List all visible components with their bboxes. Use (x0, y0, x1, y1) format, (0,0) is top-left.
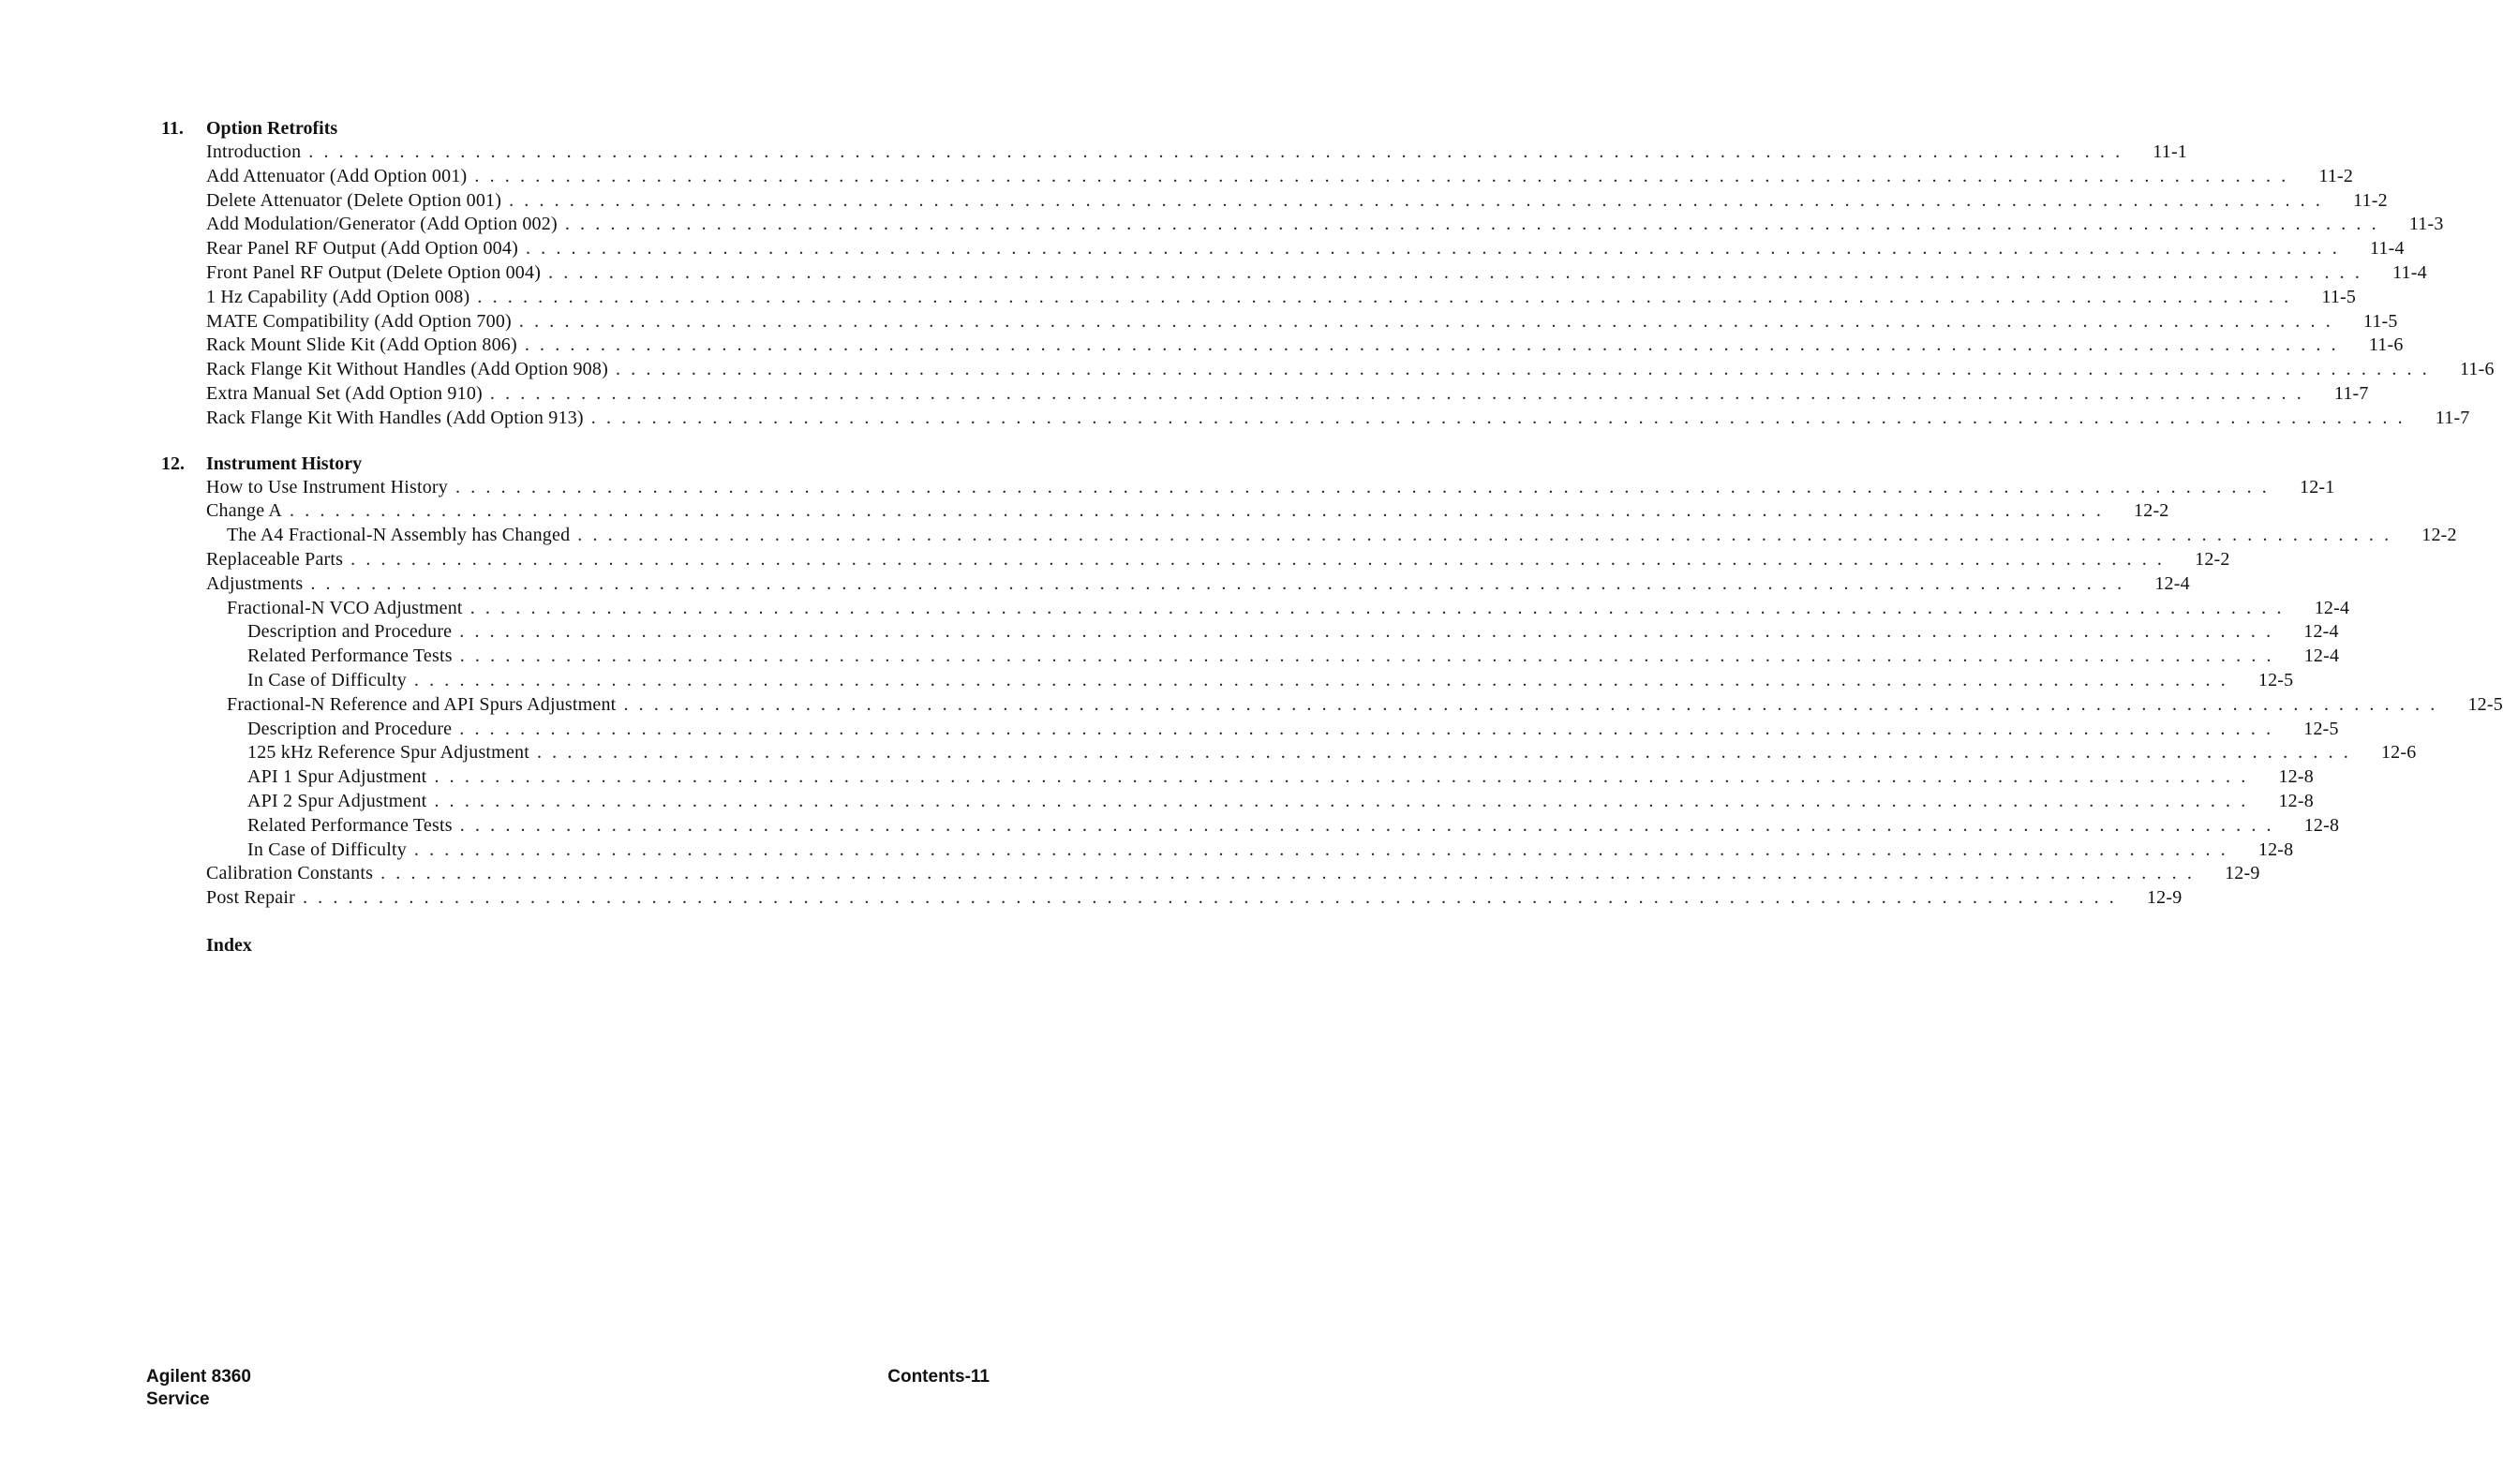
toc-entry-page: 11-6 (2368, 334, 2404, 356)
toc-entry-page: 12-2 (2195, 548, 2230, 570)
toc-entry-label: Related Performance Tests (247, 814, 453, 836)
toc-entry-page: 12-9 (2225, 863, 2260, 884)
toc-entry[interactable] (156, 499, 2169, 524)
dot-leader: ........................................................................................................................ (564, 214, 2387, 235)
toc-entry[interactable] (156, 814, 2340, 838)
toc-entry[interactable] (156, 693, 2503, 718)
footer-manual: Service (146, 1389, 210, 1409)
toc-entry-page: 12-8 (2278, 790, 2314, 811)
toc-entry[interactable] (156, 765, 2314, 790)
dot-leader: ........................................................................................................................ (380, 863, 2203, 884)
toc-entry-label: Rack Flange Kit Without Handles (Add Option 908) (206, 359, 608, 380)
toc-entry-label: Extra Manual Set (Add Option 910) (206, 382, 483, 404)
toc-entry[interactable] (156, 597, 2350, 621)
toc-entry-page: 11-5 (2321, 286, 2357, 307)
dot-leader: ........................................................................................................................ (434, 790, 2257, 811)
toc-entry-label: API 2 Spur Adjustment (247, 790, 427, 811)
toc-entry-page: 12-8 (2278, 766, 2314, 788)
toc-entry-page: 11-1 (2153, 141, 2187, 162)
toc-entry-page: 12-8 (2303, 814, 2340, 836)
toc-entry[interactable] (156, 189, 2388, 214)
dot-leader: ........................................................................................................................ (477, 286, 2300, 307)
footer-right (887, 1366, 990, 1388)
toc-entry-label: Rack Flange Kit With Handles (Add Option 913) (206, 407, 584, 428)
toc-entry[interactable] (156, 620, 2339, 645)
toc-entry[interactable] (156, 261, 2427, 286)
toc-entry-page: 12-5 (2303, 718, 2339, 739)
toc-entry[interactable] (156, 334, 2404, 358)
toc-entry-page: 11-5 (2362, 310, 2398, 332)
toc-entry[interactable] (156, 407, 2470, 431)
toc-entry-page: 11-2 (2353, 189, 2388, 211)
dot-leader: ........................................................................................................................ (302, 887, 2124, 909)
toc-entry-label: Rear Panel RF Output (Add Option 004) (206, 238, 518, 260)
dot-leader: ........................................................................................................................ (310, 572, 2133, 594)
toc-entry-label: Adjustments (206, 572, 304, 594)
table-of-contents (156, 116, 2503, 957)
toc-entry[interactable] (156, 310, 2398, 334)
toc-entry[interactable] (156, 862, 2260, 886)
toc-entry-label: The A4 Fractional-N Assembly has Changed (227, 525, 571, 546)
toc-entry[interactable] (156, 165, 2354, 189)
toc-entry[interactable] (156, 886, 2183, 911)
toc-entry[interactable] (156, 237, 2405, 261)
dot-leader: ........................................................................................................................ (524, 334, 2347, 356)
toc-entry-label: Description and Procedure (247, 621, 453, 643)
toc-entry-label: Description and Procedure (247, 718, 453, 739)
toc-entry-page: 12-4 (2303, 646, 2340, 667)
toc-entry[interactable] (156, 213, 2444, 237)
toc-entry-label: In Case of Difficulty (247, 669, 407, 690)
toc-chapters (156, 116, 2503, 911)
dot-leader: ........................................................................................................................ (615, 359, 2437, 380)
dot-leader: ........................................................................................................................ (509, 189, 2332, 211)
toc-entry[interactable] (156, 476, 2335, 500)
dot-leader: ........................................................................................................................ (548, 261, 2371, 283)
dot-leader: ........................................................................................................................ (459, 646, 2282, 667)
toc-entry-label: Fractional-N Reference and API Spurs Adjustment (227, 693, 617, 715)
toc-entry[interactable] (156, 141, 2187, 165)
dot-leader: ........................................................................................................................ (290, 500, 2112, 522)
dot-leader: ........................................................................................................................ (474, 165, 2297, 186)
toc-entry-label: Calibration Constants (206, 863, 374, 884)
chapter-title: Instrument History (206, 453, 363, 474)
toc-entry[interactable] (156, 838, 2294, 863)
toc-entry-label: 125 kHz Reference Spur Adjustment (247, 742, 529, 764)
dot-leader: ........................................................................................................................ (459, 718, 2282, 739)
footer-left (146, 1366, 251, 1411)
toc-entry-page: 11-7 (2333, 382, 2369, 404)
toc-entry-label: Fractional-N VCO Adjustment (227, 597, 463, 618)
toc-entry[interactable] (156, 382, 2369, 407)
toc-entry[interactable] (156, 645, 2340, 669)
dot-leader: ........................................................................................................................ (577, 525, 2400, 546)
toc-entry[interactable] (156, 524, 2457, 548)
dot-leader: ........................................................................................................................ (413, 669, 2236, 690)
toc-entry[interactable] (156, 358, 2495, 382)
toc-entry-label: API 1 Spur Adjustment (247, 766, 427, 788)
dot-leader: ........................................................................................................................ (536, 742, 2359, 764)
toc-entry-page: 12-4 (2303, 621, 2339, 643)
footer-page-label: Contents-11 (887, 1367, 990, 1387)
toc-entry-page: 12-5 (2467, 693, 2503, 715)
toc-entry-page: 12-6 (2380, 742, 2417, 764)
index-heading[interactable]: Index (206, 934, 252, 956)
dot-leader: ........................................................................................................................ (455, 476, 2277, 497)
toc-entry[interactable] (156, 790, 2314, 814)
dot-leader: ........................................................................................................................ (434, 766, 2257, 788)
toc-entry-page: 12-9 (2146, 887, 2183, 909)
dot-leader: ........................................................................................................................ (459, 814, 2282, 836)
toc-entry[interactable] (156, 741, 2417, 765)
toc-entry-label: Add Attenuator (Add Option 001) (206, 165, 468, 186)
toc-entry[interactable] (156, 572, 2190, 597)
toc-entry-page: 11-2 (2318, 165, 2354, 186)
toc-entry-label: Rack Mount Slide Kit (Add Option 806) (206, 334, 517, 356)
toc-entry-label: In Case of Difficulty (247, 838, 407, 860)
dot-leader: ........................................................................................................................ (590, 407, 2413, 428)
toc-entry-label: Delete Attenuator (Delete Option 001) (206, 189, 502, 211)
toc-entry[interactable] (156, 669, 2294, 693)
footer-product: Agilent 8360 (146, 1367, 251, 1387)
toc-entry-page: 11-3 (2408, 214, 2444, 235)
dot-leader: ........................................................................................................................ (469, 597, 2292, 618)
dot-leader: ........................................................................................................................ (489, 382, 2312, 404)
toc-entry-label: MATE Compatibility (Add Option 700) (206, 310, 512, 332)
chapter-heading[interactable] (156, 116, 990, 141)
toc-entry-label: Front Panel RF Output (Delete Option 004) (206, 261, 542, 283)
toc-entry-label: Related Performance Tests (247, 646, 453, 667)
chapter-number: 12. (161, 453, 185, 474)
dot-leader: ........................................................................................................................ (525, 238, 2347, 260)
toc-entry-page: 12-4 (2154, 572, 2190, 594)
toc-entry-page: 11-4 (2392, 261, 2427, 283)
dot-leader: ........................................................................................................................ (623, 693, 2446, 715)
toc-entry-page: 12-2 (2421, 525, 2457, 546)
toc-entry-page: 12-2 (2134, 500, 2169, 522)
chapter-number: 11. (161, 118, 184, 139)
toc-entry-page: 12-1 (2300, 476, 2335, 497)
toc-entry-label: Add Modulation/Generator (Add Option 002) (206, 214, 558, 235)
dot-leader: ........................................................................................................................ (518, 310, 2341, 332)
toc-entry[interactable] (156, 286, 2357, 310)
dot-leader: ........................................................................................................................ (308, 141, 2131, 162)
toc-entry-label: Introduction (206, 141, 302, 162)
toc-entry-page: 12-4 (2314, 597, 2350, 618)
toc-entry-label: Post Repair (206, 887, 295, 909)
toc-entry[interactable] (156, 548, 2230, 572)
dot-leader: ........................................................................................................................ (459, 621, 2282, 643)
chapter-heading[interactable] (156, 452, 990, 476)
chapter-spacer (156, 431, 990, 452)
toc-entry-page: 12-8 (2257, 838, 2294, 860)
toc-entry-page: 12-5 (2257, 669, 2294, 690)
toc-entry-label: Change A (206, 500, 283, 522)
chapter-title: Option Retrofits (206, 118, 338, 139)
toc-entry-label: How to Use Instrument History (206, 476, 448, 497)
dot-leader: ........................................................................................................................ (413, 838, 2236, 860)
dot-leader: ........................................................................................................................ (350, 548, 2173, 570)
toc-entry[interactable] (156, 718, 2339, 742)
toc-entry-label: Replaceable Parts (206, 548, 344, 570)
toc-entry-page: 11-4 (2369, 238, 2405, 260)
toc-entry-label: 1 Hz Capability (Add Option 008) (206, 286, 470, 307)
toc-entry-page: 11-7 (2435, 407, 2470, 428)
toc-entry-page: 11-6 (2459, 359, 2495, 380)
